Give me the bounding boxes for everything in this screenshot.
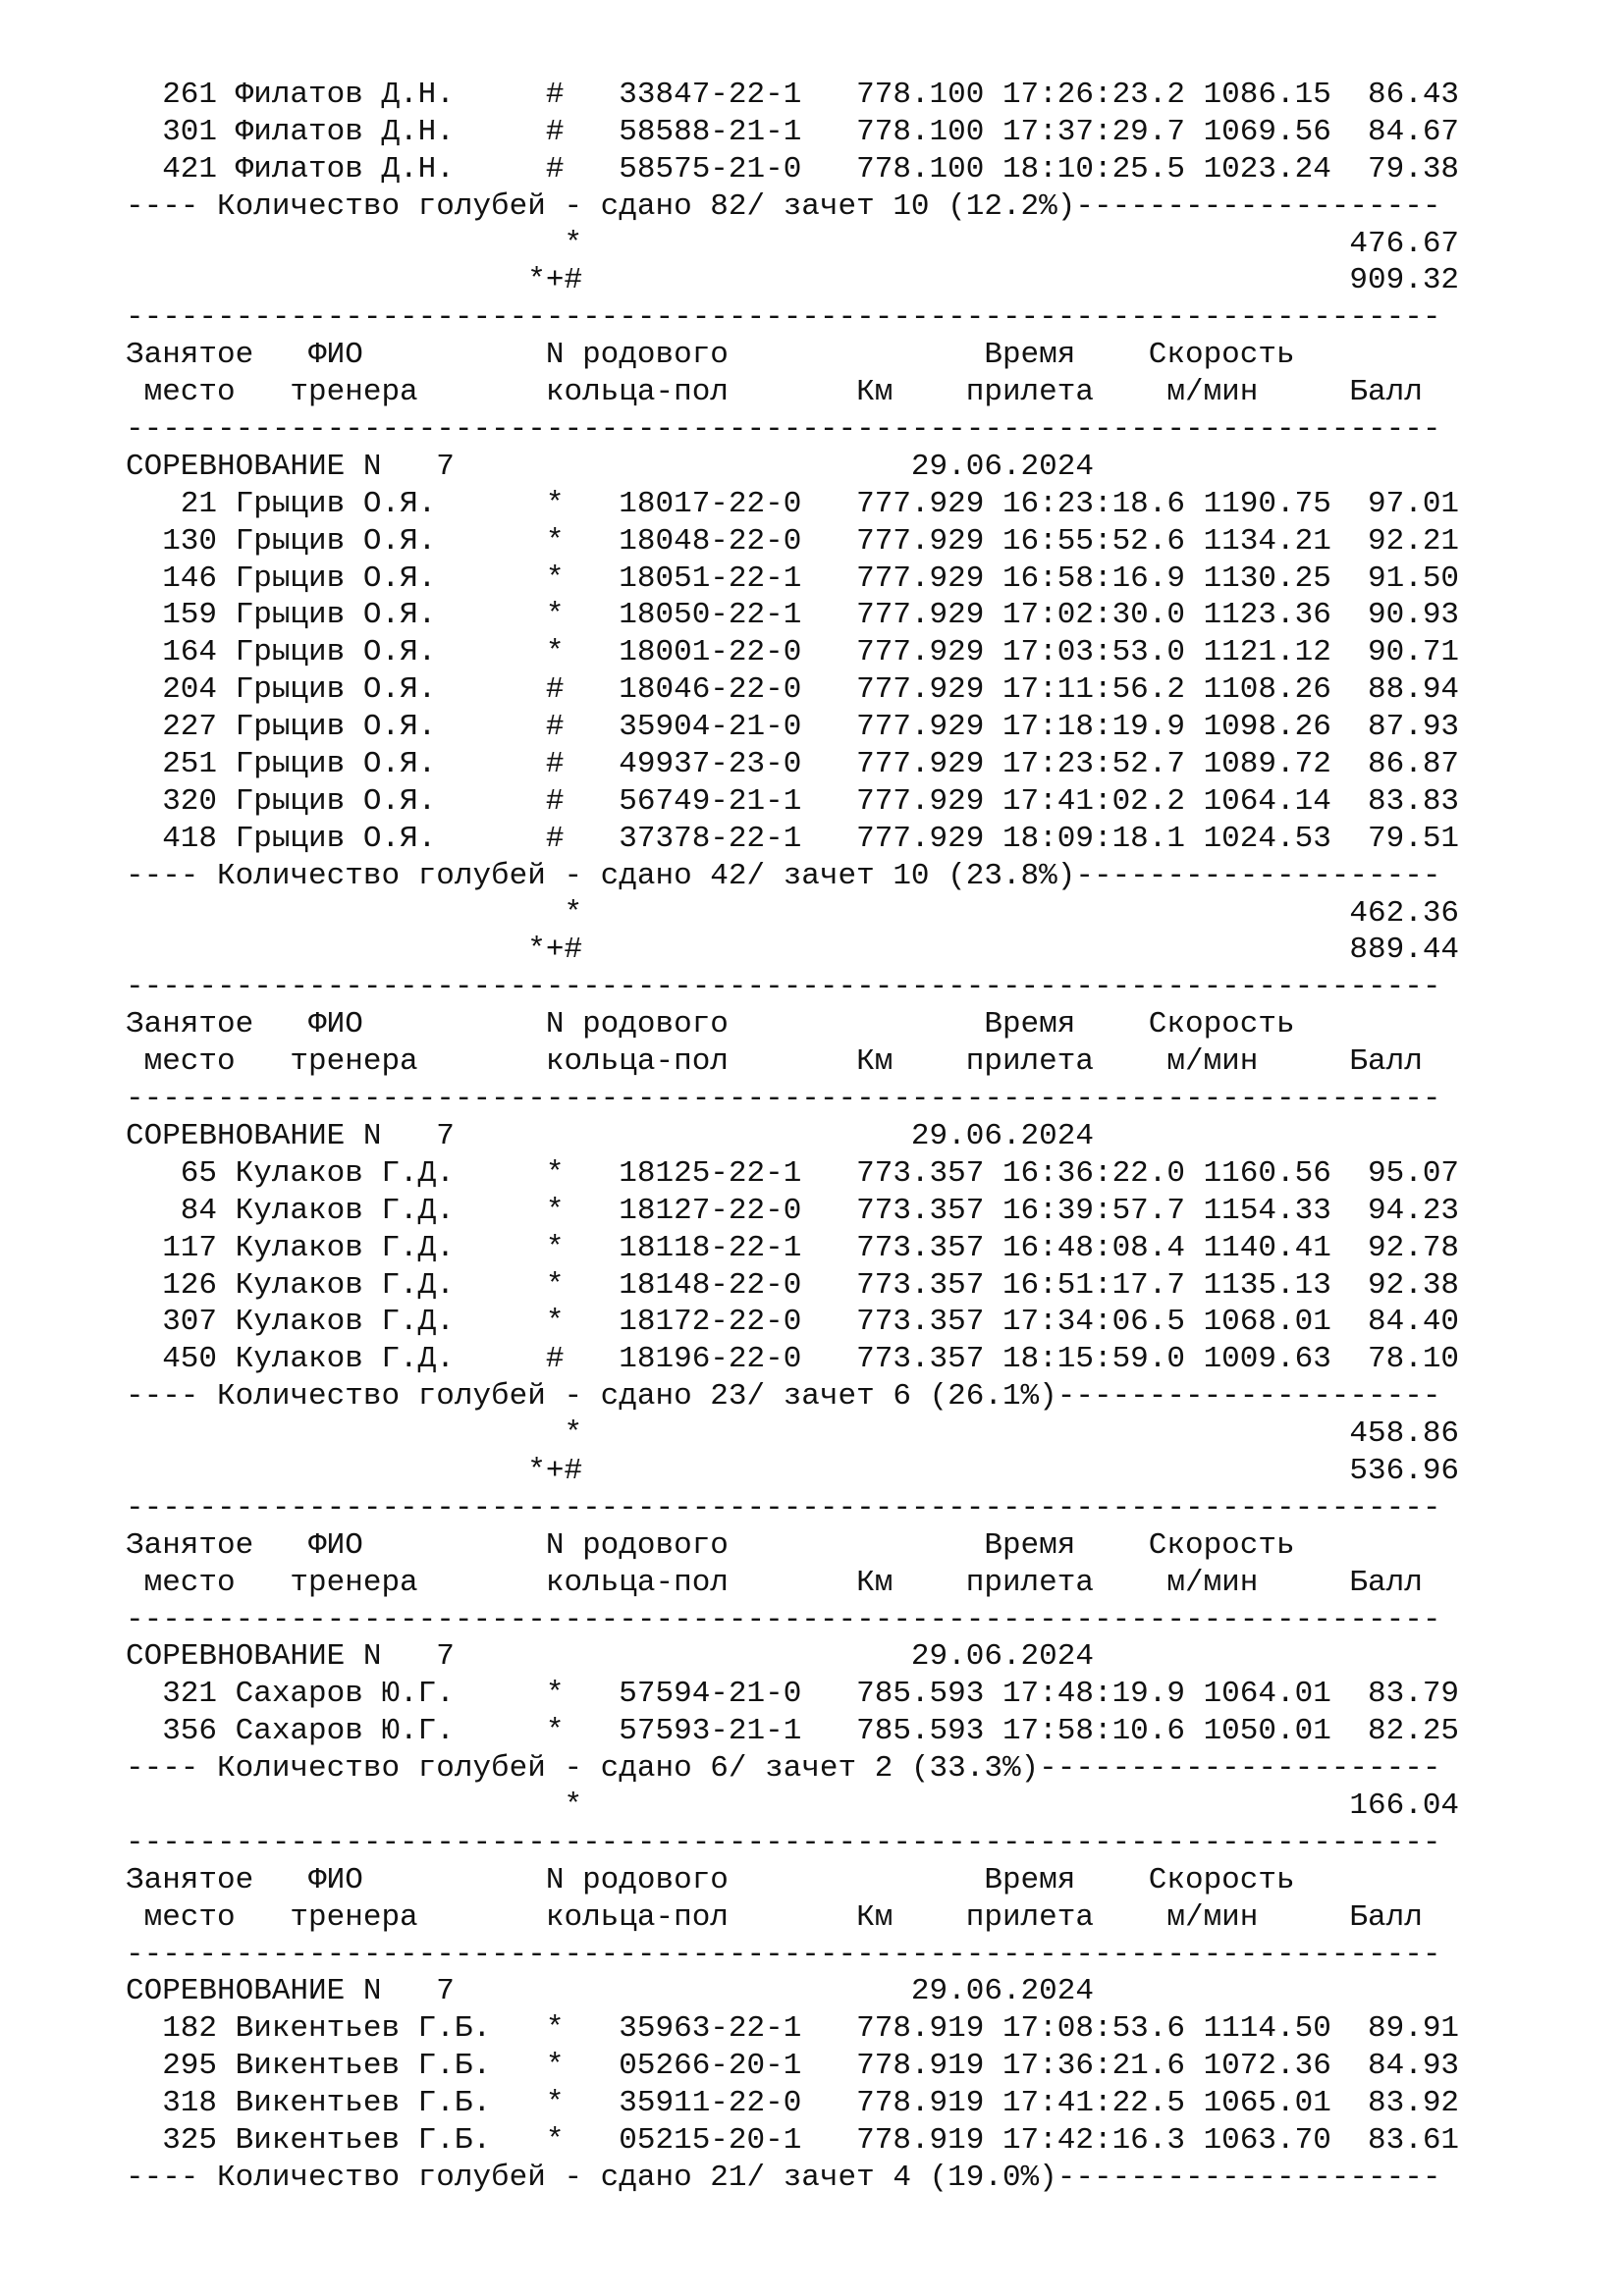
summary-line: ---- Количество голубей - сдано 6/ зачет 2 (33.3%)---------------------- <box>126 1751 1441 1787</box>
total-line: * 458.86 <box>126 1416 1460 1452</box>
result-row: 301 Филатов Д.Н. # 58588-21-1 778.100 17:37:29.7 1069.56 84.67 <box>126 114 1460 149</box>
result-row: 450 Кулаков Г.Д. # 18196-22-0 773.357 18:15:59.0 1009.63 78.10 <box>126 1342 1460 1377</box>
separator-line: ------------------------------------------------------------------------ <box>126 1937 1441 1972</box>
result-row: 146 Грыцив О.Я. * 18051-22-1 777.929 16:58:16.9 1130.25 91.50 <box>126 561 1460 596</box>
separator-line: ------------------------------------------------------------------------ <box>126 1602 1441 1637</box>
result-row: 21 Грыцив О.Я. * 18017-22-0 777.929 16:23:18.6 1190.75 97.01 <box>126 486 1460 521</box>
result-row: 295 Викентьев Г.Б. * 05266-20-1 778.919 17:36:21.6 1072.36 84.93 <box>126 2049 1460 2084</box>
result-row: 130 Грыцив О.Я. * 18048-22-0 777.929 16:55:52.6 1134.21 92.21 <box>126 523 1460 559</box>
result-row: 307 Кулаков Г.Д. * 18172-22-0 773.357 17:34:06.5 1068.01 84.40 <box>126 1305 1460 1340</box>
competition-header: СОРЕВНОВАНИЕ N 7 29.06.2024 <box>126 449 1094 484</box>
result-row: 261 Филатов Д.Н. # 33847-22-1 778.100 17:26:23.2 1086.15 86.43 <box>126 78 1460 112</box>
column-header: Занятое ФИО N родового Время Скорость <box>126 338 1295 373</box>
column-header: место тренера кольца-пол Км прилета м/мин Балл <box>126 1565 1423 1600</box>
total-line: * 462.36 <box>126 895 1460 931</box>
competition-header: СОРЕВНОВАНИЕ N 7 29.06.2024 <box>126 1639 1094 1675</box>
column-header: место тренера кольца-пол Км прилета м/мин Балл <box>126 375 1423 410</box>
total-line: *+# 909.32 <box>126 263 1460 298</box>
summary-line: ---- Количество голубей - сдано 82/ зачет 10 (12.2%)-------------------- <box>126 188 1441 224</box>
result-row: 320 Грыцив О.Я. # 56749-21-1 777.929 17:41:02.2 1064.14 83.83 <box>126 783 1460 819</box>
separator-line: ------------------------------------------------------------------------ <box>126 1490 1441 1525</box>
total-line: *+# 889.44 <box>126 933 1460 968</box>
column-header: место тренера кольца-пол Км прилета м/мин Балл <box>126 1044 1423 1080</box>
result-row: 182 Викентьев Г.Б. * 35963-22-1 778.919 17:08:53.6 1114.50 89.91 <box>126 2011 1460 2047</box>
separator-line: ------------------------------------------------------------------------ <box>126 412 1441 448</box>
column-header: Занятое ФИО N родового Время Скорость <box>126 1862 1295 1897</box>
summary-line: ---- Количество голубей - сдано 23/ зачет 6 (26.1%)--------------------- <box>126 1379 1441 1415</box>
competition-header: СОРЕВНОВАНИЕ N 7 29.06.2024 <box>126 1974 1094 2009</box>
total-line: * 476.67 <box>126 226 1460 261</box>
result-row: 325 Викентьев Г.Б. * 05215-20-1 778.919 17:42:16.3 1063.70 83.61 <box>126 2122 1460 2158</box>
separator-line: ------------------------------------------------------------------------ <box>126 1825 1441 1860</box>
summary-line: ---- Количество голубей - сдано 21/ зачет 4 (19.0%)--------------------- <box>126 2160 1441 2195</box>
separator-line: ------------------------------------------------------------------------ <box>126 1082 1441 1117</box>
column-header: место тренера кольца-пол Км прилета м/мин Балл <box>126 1899 1423 1935</box>
result-row: 418 Грыцив О.Я. # 37378-22-1 777.929 18:09:18.1 1024.53 79.51 <box>126 821 1460 856</box>
result-row: 318 Викентьев Г.Б. * 35911-22-0 778.919 17:41:22.5 1065.01 83.92 <box>126 2086 1460 2121</box>
total-line: *+# 536.96 <box>126 1453 1460 1488</box>
result-row: 356 Сахаров Ю.Г. * 57593-21-1 785.593 17:58:10.6 1050.01 82.25 <box>126 1714 1460 1749</box>
results-report <box>126 77 1549 2197</box>
result-row: 251 Грыцив О.Я. # 49937-23-0 777.929 17:23:52.7 1089.72 86.87 <box>126 747 1460 782</box>
result-row: 159 Грыцив О.Я. * 18050-22-1 777.929 17:02:30.0 1123.36 90.93 <box>126 598 1460 633</box>
result-row: 65 Кулаков Г.Д. * 18125-22-1 773.357 16:36:22.0 1160.56 95.07 <box>126 1155 1460 1191</box>
result-row: 84 Кулаков Г.Д. * 18127-22-0 773.357 16:39:57.7 1154.33 94.23 <box>126 1193 1460 1228</box>
result-row: 126 Кулаков Г.Д. * 18148-22-0 773.357 16:51:17.7 1135.13 92.38 <box>126 1267 1460 1303</box>
result-row: 164 Грыцив О.Я. * 18001-22-0 777.929 17:03:53.0 1121.12 90.71 <box>126 635 1460 670</box>
result-row: 117 Кулаков Г.Д. * 18118-22-1 773.357 16:48:08.4 1140.41 92.78 <box>126 1230 1460 1265</box>
separator-line: ------------------------------------------------------------------------ <box>126 970 1441 1005</box>
column-header: Занятое ФИО N родового Время Скорость <box>126 1527 1295 1563</box>
competition-header: СОРЕВНОВАНИЕ N 7 29.06.2024 <box>126 1118 1094 1153</box>
separator-line: ------------------------------------------------------------------------ <box>126 300 1441 336</box>
summary-line: ---- Количество голубей - сдано 42/ зачет 10 (23.8%)-------------------- <box>126 858 1441 893</box>
result-row: 321 Сахаров Ю.Г. * 57594-21-0 785.593 17:48:19.9 1064.01 83.79 <box>126 1677 1460 1712</box>
result-row: 227 Грыцив О.Я. # 35904-21-0 777.929 17:18:19.9 1098.26 87.93 <box>126 710 1460 745</box>
result-row: 421 Филатов Д.Н. # 58575-21-0 778.100 18:10:25.5 1023.24 79.38 <box>126 151 1460 187</box>
total-line: * 166.04 <box>126 1788 1460 1823</box>
column-header: Занятое ФИО N родового Время Скорость <box>126 1007 1295 1042</box>
result-row: 204 Грыцив О.Я. # 18046-22-0 777.929 17:11:56.2 1108.26 88.94 <box>126 672 1460 708</box>
